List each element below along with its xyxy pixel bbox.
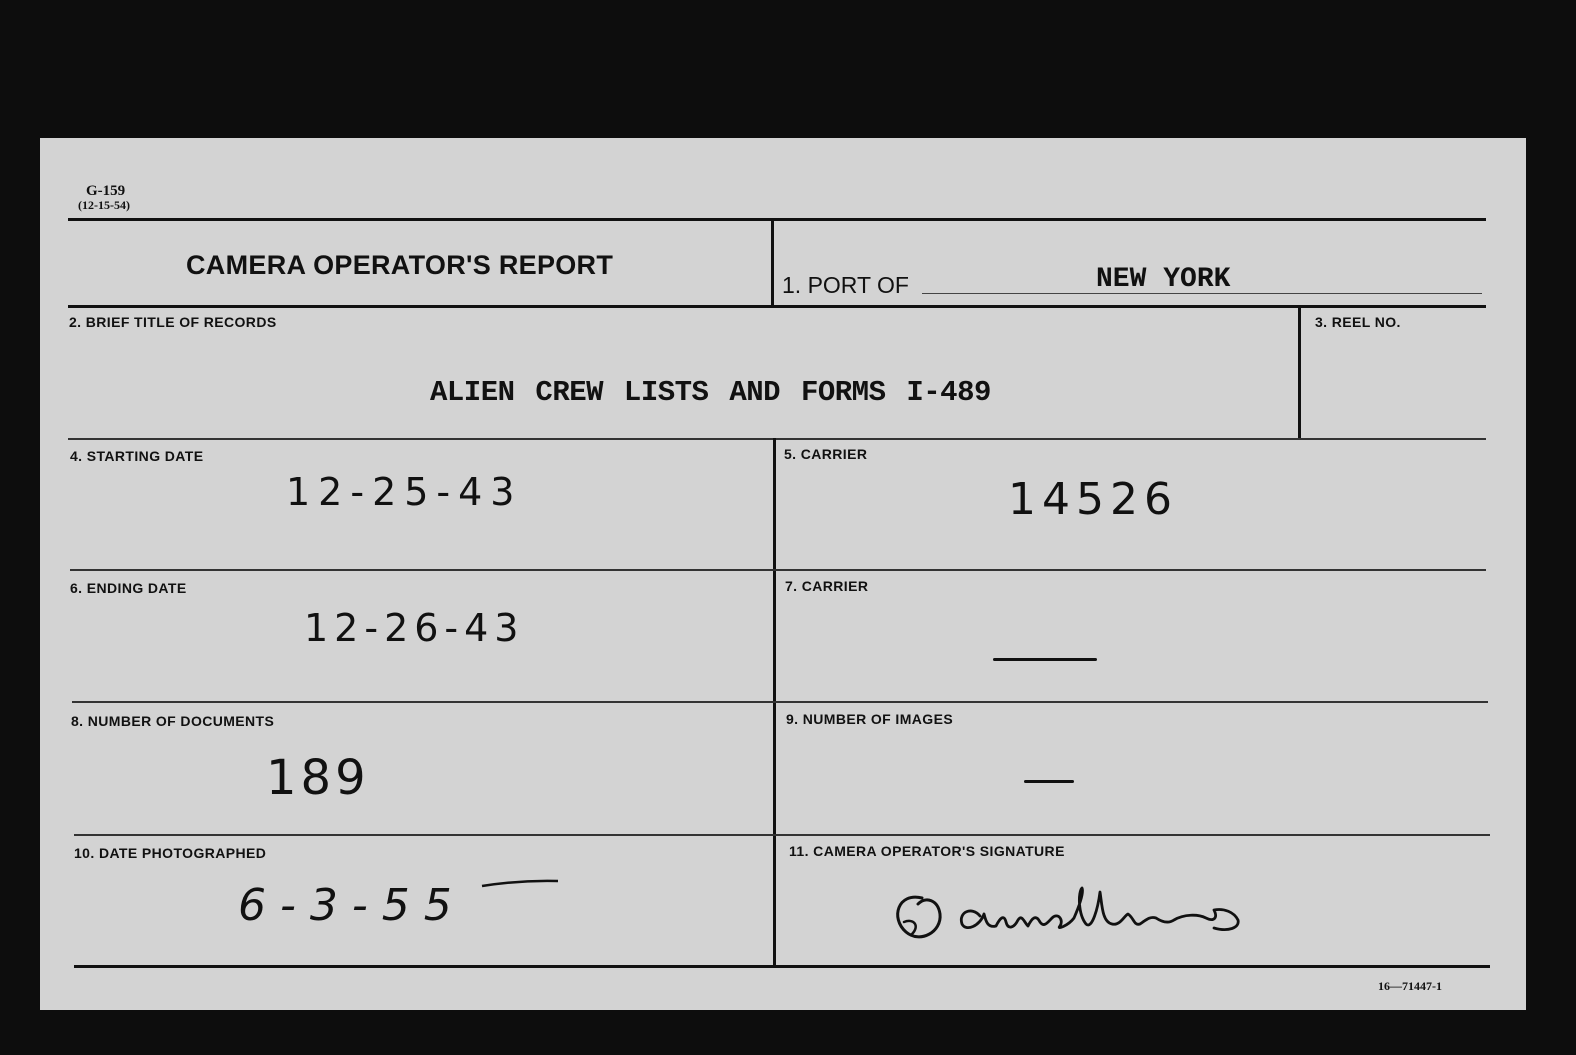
date-photographed-stroke	[480, 878, 560, 890]
ending-date-label: 6. ENDING DATE	[70, 580, 187, 596]
form-code: G-159	[86, 183, 126, 199]
report-card	[40, 138, 1526, 1010]
number-of-images-dash	[1024, 780, 1074, 783]
row-border-1	[68, 438, 1486, 440]
starting-date-value: 12-25-43	[286, 470, 523, 514]
footer-code: 16—71447-1	[1378, 979, 1442, 993]
carrier-5-value: 14526	[1008, 474, 1178, 525]
carrier-5-label: 5. CARRIER	[784, 446, 868, 462]
port-value: NEW YORK	[1096, 264, 1231, 295]
carrier-7-dash	[993, 658, 1097, 661]
bottom-border	[74, 965, 1490, 968]
port-label: 1. PORT OF	[782, 272, 909, 298]
brief-title-label: 2. BRIEF TITLE OF RECORDS	[69, 314, 277, 330]
top-border	[68, 218, 1486, 221]
report-title: CAMERA OPERATOR'S REPORT	[186, 250, 614, 280]
date-photographed-label: 10. DATE PHOTOGRAPHED	[74, 845, 267, 861]
row-border-4	[74, 834, 1490, 836]
number-of-images-label: 9. NUMBER OF IMAGES	[786, 711, 954, 727]
date-photographed-value: 6-3-55	[238, 880, 466, 931]
header-divider	[771, 218, 774, 306]
brief-title-value: ALIEN CREW LISTS AND FORMS I-489	[430, 376, 991, 409]
row-border-2	[70, 569, 1486, 571]
signature-label: 11. CAMERA OPERATOR'S SIGNATURE	[789, 843, 1065, 859]
operator-signature	[888, 878, 1258, 948]
number-of-documents-label: 8. NUMBER OF DOCUMENTS	[71, 713, 275, 729]
form-revision: (12-15-54)	[78, 198, 130, 212]
ending-date-value: 12-26-43	[304, 606, 525, 650]
carrier-7-label: 7. CARRIER	[785, 578, 869, 594]
starting-date-label: 4. STARTING DATE	[70, 448, 204, 464]
reel-divider	[1298, 305, 1301, 439]
reel-no-label: 3. REEL NO.	[1315, 314, 1401, 330]
center-divider	[773, 438, 776, 968]
row-border-3	[72, 701, 1488, 703]
number-of-documents-value: 189	[266, 750, 370, 806]
header-bottom-border	[68, 305, 1486, 308]
form-identifier	[78, 183, 130, 212]
